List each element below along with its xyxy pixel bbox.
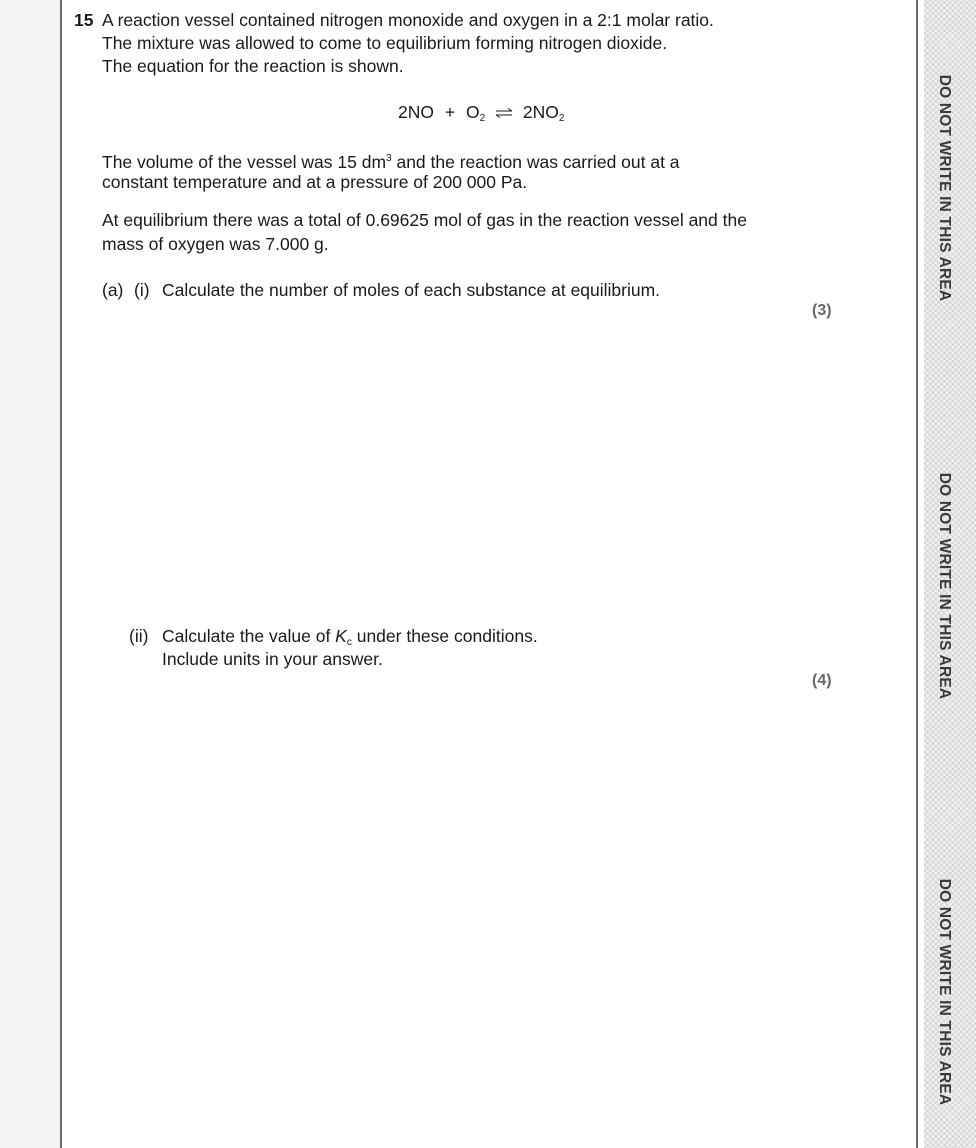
equation-plus: + xyxy=(444,102,456,122)
equation-reactant-1: 2NO xyxy=(398,102,434,122)
question-number: 15 xyxy=(74,10,94,30)
intro-line-1: A reaction vessel contained nitrogen monoxide and oxygen in a 2:1 molar ratio. xyxy=(102,10,714,30)
part-aii-label: (ii) xyxy=(129,626,149,646)
equation-reactant-2: $O_2$ xyxy=(465,102,486,124)
equilibrium-line-1: At equilibrium there was a total of 0.69625 mol of gas in the reaction vessel and the xyxy=(102,210,747,230)
left-border-rule xyxy=(60,0,62,1148)
equilibrium-line-2: mass of oxygen was 7.000 g. xyxy=(102,234,329,254)
part-ai-marks: (3) xyxy=(812,302,832,319)
part-ai-question: Calculate the number of moles of each substance at equilibrium. xyxy=(162,280,661,300)
part-ai-label: (i) xyxy=(134,280,150,300)
left-margin-strip xyxy=(0,0,60,1148)
reaction-equation xyxy=(398,101,564,130)
intro-line-2: The mixture was allowed to come to equilibrium forming nitrogen dioxide. xyxy=(102,33,668,53)
part-a-label: (a) xyxy=(102,280,124,300)
part-aii-marks: (4) xyxy=(812,672,832,689)
equation-product: $2NO_2$ xyxy=(522,102,565,124)
intro-line-3: The equation for the reaction is shown. xyxy=(102,56,404,76)
right-border-rule xyxy=(916,0,918,1148)
part-aii-units-instruction: Include units in your answer. xyxy=(162,649,383,669)
volume-line-2: constant temperature and at a pressure of 200 000 Pa. xyxy=(102,172,528,192)
part-aii-question: Calculate the value of $K_c$ under these conditions. xyxy=(162,626,538,648)
equilibrium-arrow-icon xyxy=(495,102,518,122)
volume-line-1: The volume of the vessel was 15 $dm^3$ and the reaction was carried out at a xyxy=(102,152,680,172)
